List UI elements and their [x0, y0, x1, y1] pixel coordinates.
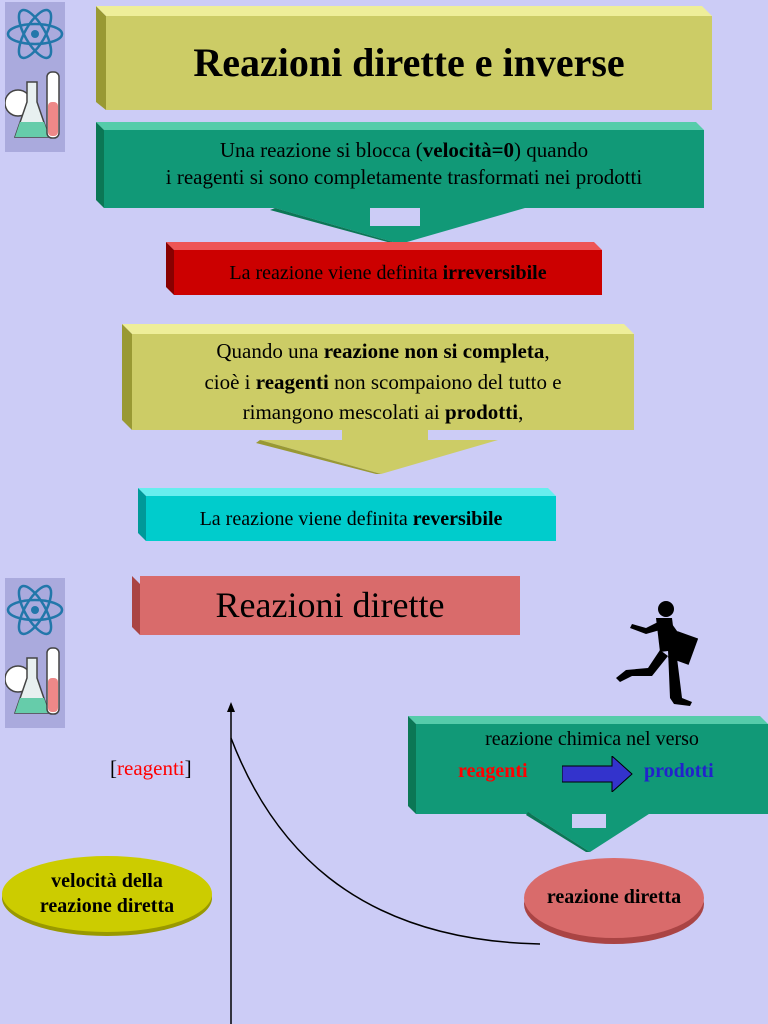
irreversible-box: [166, 242, 602, 295]
incomplete-line1: Quando una reazione non si completa,: [216, 339, 550, 364]
incomplete-line3: rimangono mescolati ai prodotti,: [242, 400, 524, 425]
section-title: Reazioni dirette: [215, 585, 445, 626]
atom-flask-icon: [5, 578, 65, 728]
direct-direction-box: [408, 716, 768, 814]
page-title: Reazioni dirette e inverse: [193, 40, 625, 85]
blocked-reaction-box: [96, 122, 704, 208]
reversible-box: [138, 488, 556, 541]
arrow-down-icon: [256, 430, 502, 476]
lab-icon-bottom: [5, 578, 65, 728]
prodotti-label: prodotti: [644, 760, 714, 782]
lab-icon-top: [5, 2, 65, 152]
reversible-text: La reazione viene definita reversibile: [199, 507, 503, 530]
irreversible-text: La reazione viene definita irreversibile: [229, 261, 547, 284]
title-box: [96, 6, 712, 110]
rate-ellipse: [0, 854, 214, 938]
reagenti-label: reagenti: [458, 760, 528, 782]
blocked-reaction-line2: i reagenti si sono completamente trasformati nei prodotti: [165, 165, 643, 189]
atom-flask-icon: [5, 2, 65, 152]
rate-ellipse-line2: reazione diretta: [39, 895, 175, 917]
running-man-icon: [612, 598, 698, 706]
arrow-down-icon: [270, 208, 530, 246]
section-title-box: [132, 576, 520, 635]
incomplete-line2: cioè i reagenti non scompaiono del tutto e: [204, 369, 562, 394]
y-axis-label: [reagenti]: [110, 756, 192, 780]
direct-reaction-ellipse: [522, 856, 706, 946]
rate-ellipse-line1: velocità della: [51, 870, 163, 892]
y-axis-arrow-icon: [227, 702, 235, 712]
arrow-down-icon: [526, 812, 654, 854]
direction-line1: reazione chimica nel verso: [485, 728, 699, 750]
direct-reaction-label: reazione diretta: [546, 886, 682, 908]
blocked-reaction-line1: Una reazione si blocca (velocità=0) quando: [219, 137, 589, 162]
right-arrow-icon: [562, 756, 634, 792]
incomplete-reaction-box: [122, 324, 634, 430]
